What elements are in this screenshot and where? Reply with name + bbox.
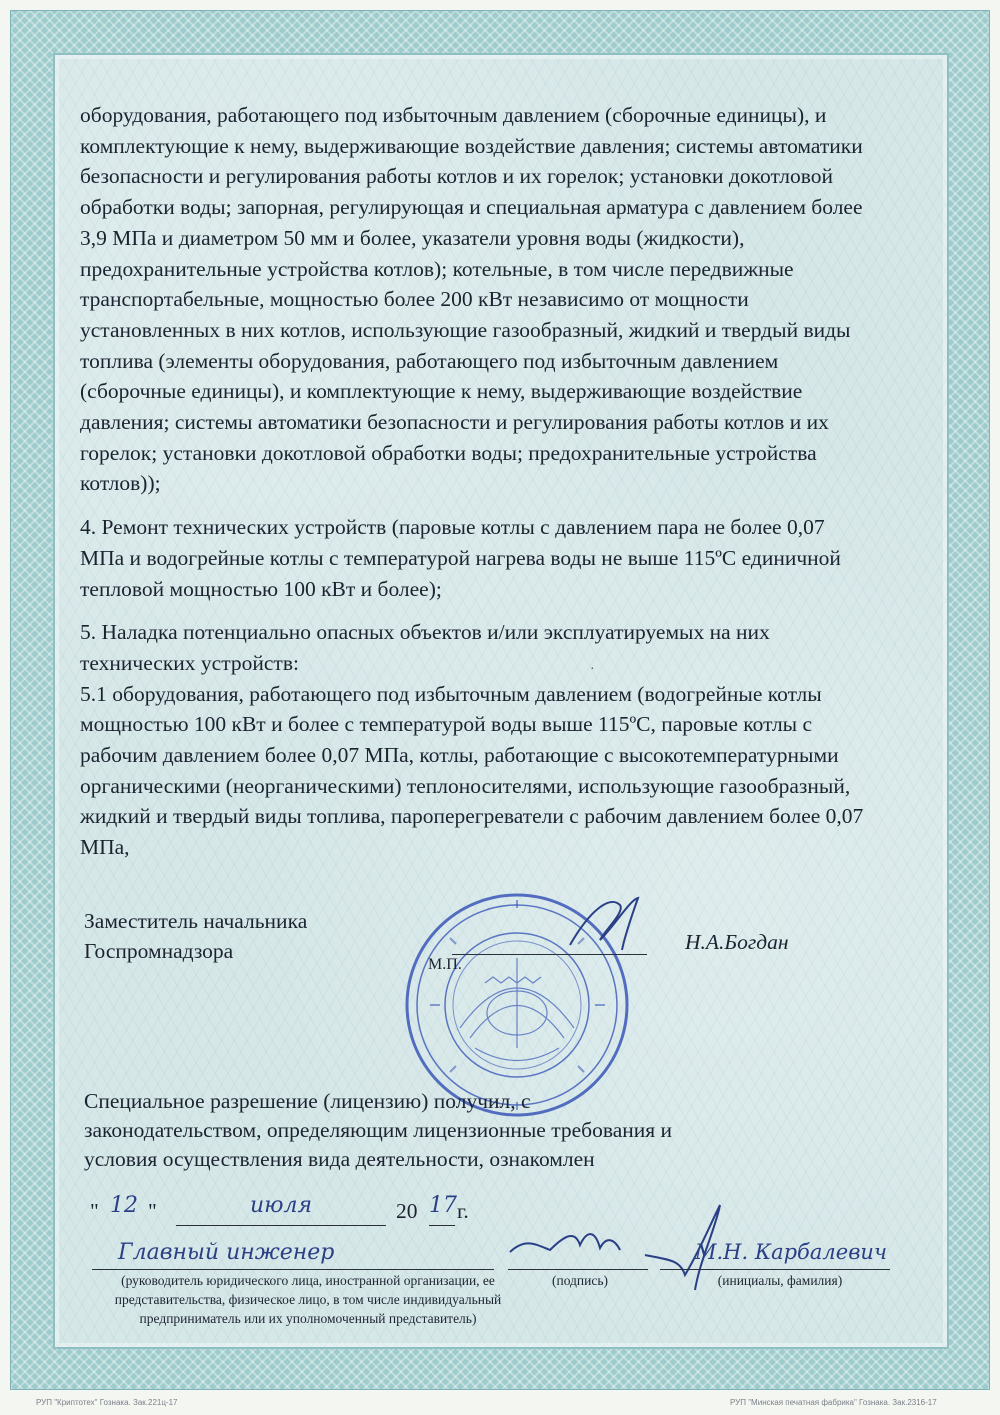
paragraph-equipment-list: оборудования, работающего под избыточным давлением (сборочные единицы), и комплектующие к нему, выдерживающие воздействие давления; системы автоматики безопасности и регулирования работы котлов и их горелок; установки докотловой обработки воды; запорная, регулирующая и специальная арматура с давлением более 3,9 МПа и диаметром 50 мм и более, указатели уровня воды (жидкости), предохранительные устройства котлов); котельные, в том числе передвижные транспортабельные, мощностью более 200 кВт независимо от мощности установленных в них котлов, использующие газообразный, жидкий и твердый виды топлива (элементы оборудования, работающего под избыточным давлением (сборочные единицы), и комплектующие к нему, выдерживающие воздействие давления; системы автоматики безопасности и регулирования работы котлов и их горелок; установки докотловой обработки воды; предохранительные устройства котлов)); xyxy=(80,103,863,496)
position-line-1: Заместитель начальника xyxy=(84,909,308,933)
date-year-suffix: г. xyxy=(457,1199,469,1223)
position-line-2: Госпромнадзора xyxy=(84,939,234,963)
deputy-signature-line xyxy=(452,954,647,955)
caption-initials: (инициалы, фамилия) xyxy=(717,1273,843,1288)
date-quote-close: " xyxy=(148,1199,157,1223)
date-month-handwritten: июля xyxy=(249,1193,313,1218)
initials-line xyxy=(660,1269,890,1270)
license-body xyxy=(80,100,865,876)
role-line xyxy=(92,1269,494,1270)
date-day-handwritten: 12 xyxy=(110,1193,138,1218)
paragraph-5-1: 5.1 оборудования, работающего под избыточным давлением (водогрейные котлы мощностью 100 кВт и более с температурой воды выше 115ºС, паровые котлы с рабочим давлением более 0,07 МПа, котлы, работающие с высокотемпературными органическими (неорганическими) теплоносителями, использующие газообразный, жидкий и твердый виды топлива, пароперегреватели с рабочим давлением более 0,07 МПа, xyxy=(80,681,864,860)
date-month-line xyxy=(176,1225,386,1226)
caption-role: (руководитель юридического лица, иностранной организации, ее представительства, физическое лицо, в том числе индивидуальный предприниматель или их уполномоченный представитель) xyxy=(114,1273,502,1326)
paragraph-adjustment: 5. Наладка потенциально опасных объектов и/или эксплуатируемых на них технических устройств: xyxy=(80,620,770,675)
signatory-name: Н.А.Богдан xyxy=(685,930,789,954)
date-year-prefix: 20 xyxy=(396,1199,418,1223)
signatory-position xyxy=(84,906,307,966)
seal-place-label: М.П. xyxy=(428,956,462,973)
caption-signature: (подпись) xyxy=(551,1273,609,1288)
date-quote-open: " xyxy=(90,1199,99,1223)
licensee-initials-handwritten: М.Н. Карбалевич xyxy=(695,1240,888,1264)
licensee-role-handwritten: Главный инженер xyxy=(118,1240,335,1265)
deputy-signature-icon xyxy=(560,890,660,960)
date-year-handwritten: 17 xyxy=(429,1193,457,1218)
acknowledgement-text: Специальное разрешение (лицензию) получил, с законодательством, определяющим лицензионные требования и условия осуществления вида деятельности, ознакомлен xyxy=(84,1089,673,1171)
ink-speck: · xyxy=(590,662,595,677)
paragraph-repair: 4. Ремонт технических устройств (паровые котлы с давлением пара не более 0,07 МПа и водогрейные котлы с температурой нагрева воды не выше 115ºС единичной тепловой мощностью 100 кВт и более); xyxy=(80,515,841,601)
signature-line xyxy=(508,1269,648,1270)
footer-printer-right: РУП "Минская печатная фабрика" Гознака. Зак.2316-17 xyxy=(730,1398,937,1407)
footer-printer-left: РУП "Криптотех" Гознака. Зак.221ц-17 xyxy=(36,1398,178,1407)
date-year-line xyxy=(429,1225,455,1226)
